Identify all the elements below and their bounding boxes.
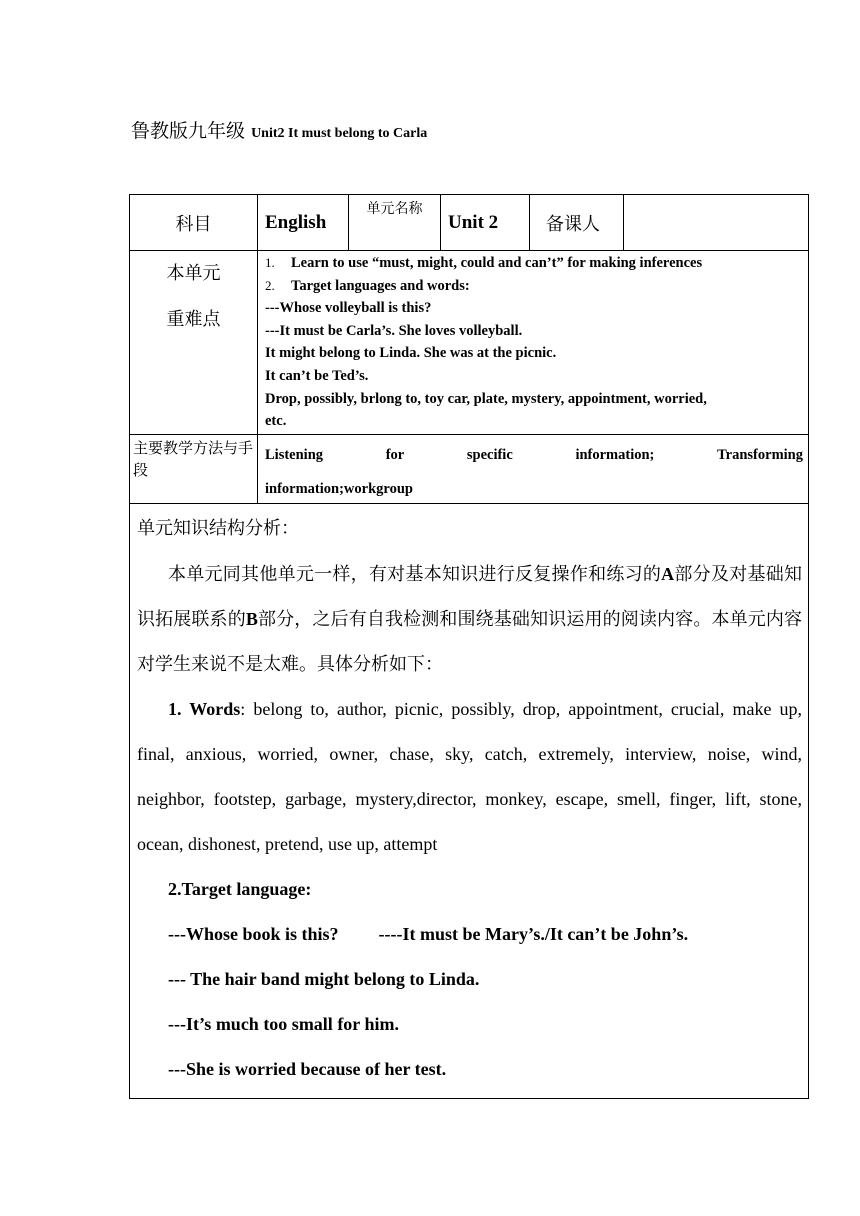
target-language-line: --- The hair band might belong to Linda. <box>168 968 480 989</box>
key-point-text: Learn to use “must, might, could and can’t” for making inferences <box>291 255 703 271</box>
target-language-line: ---She is worried because of her test. <box>168 1058 447 1079</box>
key-point-line: It can’t be Ted’s. <box>265 367 369 384</box>
key-point-text: Target languages and words: <box>291 277 470 294</box>
methods-word: information; <box>575 446 655 463</box>
analysis-content <box>130 503 809 1098</box>
preparer-label: 备课人 <box>530 195 624 251</box>
key-point-item <box>265 275 805 298</box>
key-point-line: ---Whose volleyball is this? <box>265 300 432 317</box>
methods-label: 主要教学方法与手段 <box>130 434 258 503</box>
header-row <box>130 195 809 251</box>
methods-line-1 <box>265 447 803 481</box>
title-english: Unit2 It must belong to Carla <box>251 126 428 141</box>
analysis-heading: 单元知识结构分析： <box>137 517 299 539</box>
analysis-text: 本单元同其他单元一样，有对基本知识进行反复操作和练习的 <box>168 563 662 585</box>
methods-word: Transforming <box>717 446 803 463</box>
methods-word: for <box>385 446 405 463</box>
key-points-label <box>130 251 258 435</box>
part-a-label: A <box>661 563 675 584</box>
preparer-value <box>624 195 809 251</box>
key-point-item <box>265 252 805 275</box>
target-answer: ----It must be Mary’s./It can’t be John’s. <box>378 923 689 944</box>
methods-word: specific <box>466 446 513 463</box>
key-points-content <box>258 251 809 435</box>
key-point-line: Drop, possibly, brlong to, toy car, plate, mystery, appointment, worried, <box>265 390 707 407</box>
methods-line-2: information;workgroup <box>265 480 413 497</box>
key-point-line: etc. <box>265 413 287 430</box>
target-language-line: ---It’s much too small for him. <box>168 1013 399 1034</box>
words-list: : belong to, author, picnic, possibly, drop, appointment, crucial, make up, final, anxious, worried, owner, chase, sky, catch, extremely, interview, noise, wind, neighbor, footstep, garbage, mystery,director, monkey, escape, smell, finger, lift, stone, ocean, dishonest, pretend, use up, attempt <box>137 698 803 854</box>
subject-value: English <box>258 195 349 251</box>
key-points-label-line2: 重难点 <box>166 309 221 330</box>
analysis-paragraph <box>137 552 802 687</box>
words-paragraph <box>137 687 802 867</box>
lesson-plan-table <box>129 194 809 1099</box>
key-points-row <box>130 251 809 435</box>
document-title <box>131 116 427 143</box>
key-point-number: 2. <box>265 277 275 293</box>
unit-value: Unit 2 <box>441 195 530 251</box>
words-label: 1. Words <box>168 698 241 719</box>
key-points-label-line1: 本单元 <box>166 263 221 284</box>
analysis-row <box>130 503 809 1098</box>
key-point-line: It might belong to Linda. She was at the picnic. <box>265 345 557 362</box>
analysis-text: 部分，之后有自我检测和围绕基础知识运用的阅读内容。本单元内容对学生来说不是太难。具体分析如下： <box>137 608 803 675</box>
analysis-text: 部分及对基础知识拓展联系的 <box>137 563 803 630</box>
target-question: ---Whose book is this? <box>168 923 339 944</box>
key-point-line: ---It must be Carla’s. She loves volleyball. <box>265 322 523 339</box>
part-b-label: B <box>245 608 258 629</box>
title-chinese: 鲁教版九年级 <box>131 120 246 142</box>
methods-word: Listening <box>265 446 324 463</box>
target-language-line <box>137 912 802 957</box>
key-point-number: 1. <box>265 255 275 270</box>
target-language-label: 2.Target language: <box>168 878 312 899</box>
methods-row <box>130 434 809 503</box>
unit-name-label: 单元名称 <box>349 195 441 251</box>
subject-label: 科目 <box>130 195 258 251</box>
methods-content <box>258 434 809 503</box>
